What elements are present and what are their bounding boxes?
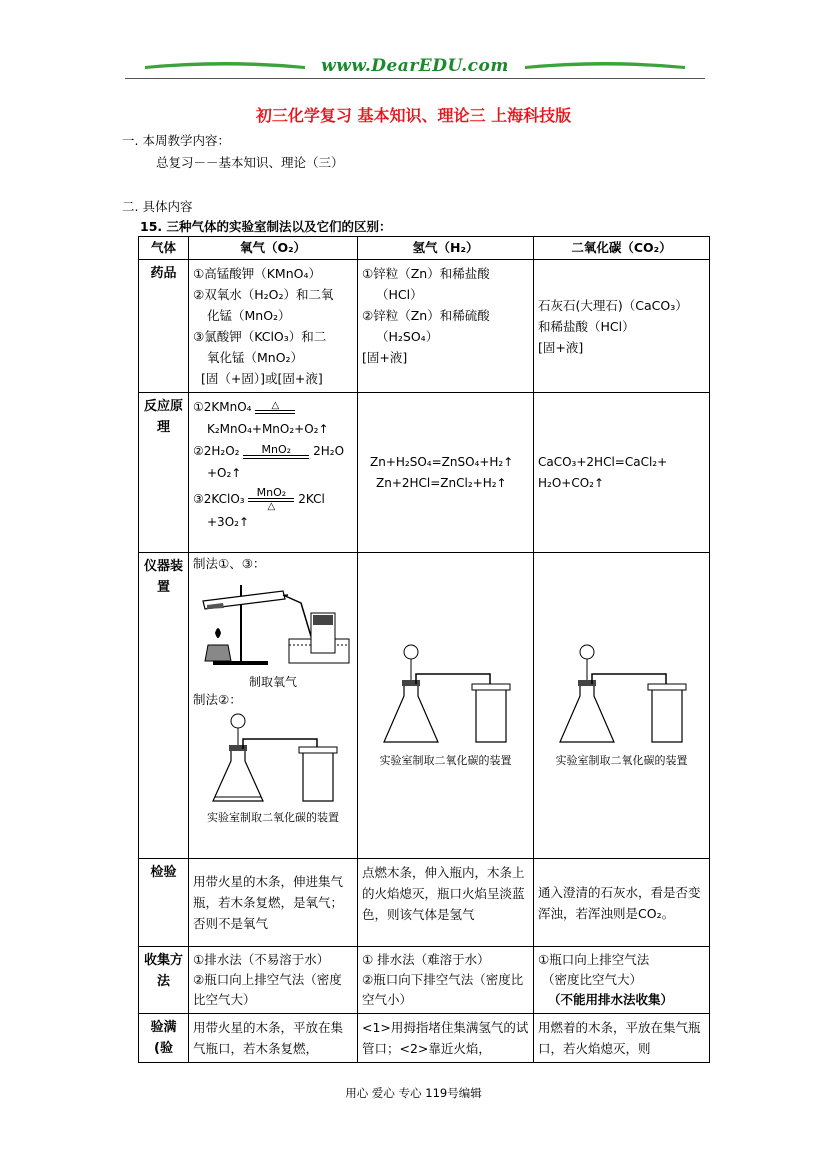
reaction-o2-eq1 — [193, 396, 353, 418]
apparatus-o2 — [189, 553, 358, 859]
full-co2: 用燃着的木条，平放在集气瓶口，若火焰熄灭，则 — [534, 1014, 710, 1063]
test-o2: 用带火星的木条，伸进集气瓶，若木条复燃，是氧气；否则不是氧气 — [189, 859, 358, 947]
delta-icon: △ — [271, 400, 280, 411]
heating-apparatus-icon — [193, 573, 353, 673]
drugs-h2-line: （H₂SO₄） — [376, 329, 439, 344]
collect-co2-line: ①瓶口向上排空气法 — [538, 952, 650, 967]
header-divider — [125, 78, 705, 79]
caption-co2: 实验室制取二氧化碳的装置 — [555, 754, 688, 767]
eq-text: ②2H₂O₂ — [193, 444, 240, 458]
reaction-h2-line: Zn+H₂SO₄=ZnSO₄+H₂↑ — [370, 454, 514, 469]
reaction-co2 — [534, 393, 710, 553]
drugs-o2-line: 化锰（MnO₂） — [207, 308, 291, 323]
equals-condition — [243, 442, 309, 459]
collect-o2 — [189, 947, 358, 1014]
drugs-co2-line: 和稀盐酸（HCl） — [538, 318, 635, 334]
page-title: 初三化学复习 基本知识、理论三 上海科技版 — [255, 106, 572, 125]
test-h2: 点燃木条，伸入瓶内，木条上的火焰熄灭，瓶口火焰呈淡蓝色，则该气体是氢气 — [358, 859, 534, 947]
full-h2: <1>用拇指堵住集满氢气的试管口；<2>靠近火焰， — [358, 1014, 534, 1063]
reaction-o2-eq2 — [193, 440, 353, 462]
table-row-full-check — [139, 1014, 710, 1063]
collect-co2 — [534, 947, 710, 1014]
eq-text: 2H₂O — [313, 444, 345, 458]
caption-o2-1: 制取氧气 — [248, 675, 297, 689]
eq-text: +3O₂↑ — [207, 515, 249, 529]
equals-condition — [248, 488, 294, 511]
table-row-collect — [139, 947, 710, 1014]
flask-apparatus-icon — [542, 640, 702, 750]
eq-text: +O₂↑ — [207, 466, 242, 480]
row-label-collect: 收集方法 — [139, 947, 189, 1014]
drugs-o2-line: ③氯酸钾（KClO₃）和二 — [193, 329, 327, 344]
eq-text: ③2KClO₃ — [193, 492, 245, 506]
collect-co2-line: （密度比空气大） — [542, 972, 643, 987]
flask-apparatus-icon — [366, 640, 526, 750]
drugs-h2-line: ②锌粒（Zn）和稀硫酸 — [362, 308, 490, 323]
row-label-reaction: 反应原理 — [139, 393, 189, 553]
table-row-test — [139, 859, 710, 947]
drugs-o2-line: 氧化锰（MnO₂） — [207, 350, 304, 365]
catalyst-label: MnO₂ — [261, 442, 292, 456]
section2-heading: 二. 具体内容 — [122, 199, 193, 214]
caption-o2-2: 实验室制取二氧化碳的装置 — [207, 811, 339, 824]
collect-h2-line: ① 排水法（难溶于水） — [362, 952, 490, 967]
row-label-drugs: 药品 — [139, 260, 189, 393]
reaction-o2-eq3 — [193, 488, 353, 511]
collect-o2-line: ①排水法（不易溶于水） — [193, 952, 330, 967]
table-header-row — [139, 237, 710, 260]
gas-comparison-table — [138, 236, 710, 1063]
header-h2: 氢气（H₂） — [358, 237, 534, 260]
table-row-reaction — [139, 393, 710, 553]
section2-item: 15. 三种气体的实验室制法以及它们的区别： — [140, 219, 392, 234]
drugs-h2-line: [固+液] — [362, 350, 408, 365]
collect-h2 — [358, 947, 534, 1014]
drugs-h2 — [358, 260, 534, 393]
apparatus-co2 — [534, 553, 710, 859]
collect-h2-line: ②瓶口向下排空气法（密度比空气小） — [362, 972, 524, 1007]
apparatus-h2 — [358, 553, 534, 859]
header-gas: 气体 — [139, 237, 189, 260]
table-row-apparatus — [139, 553, 710, 859]
equals-condition — [255, 401, 295, 414]
reaction-o2 — [189, 393, 358, 553]
catalyst-label: MnO₂ — [256, 486, 287, 499]
caption-h2: 实验室制取二氧化碳的装置 — [379, 754, 512, 767]
drugs-o2-line: [固（+固）]或[固+液] — [201, 371, 323, 386]
drugs-o2 — [189, 260, 358, 393]
eq-text: ①2KMnO₄ — [193, 400, 252, 414]
row-label-test: 检验 — [139, 859, 189, 947]
header-co2: 二氧化碳（CO₂） — [534, 237, 710, 260]
method2-label: 制法②： — [193, 692, 242, 707]
collect-co2-note: （不能用排水法收集） — [548, 992, 674, 1007]
eq-text: K₂MnO₄+MnO₂+O₂↑ — [207, 422, 329, 436]
drugs-o2-line: ①高锰酸钾（KMnO₄） — [193, 266, 321, 281]
drugs-o2-line: ②双氧水（H₂O₂）和二氧 — [193, 287, 334, 302]
drugs-co2-line: 石灰石(大理石)（CaCO₃） — [538, 297, 688, 313]
drugs-h2-line: ①锌粒（Zn）和稀盐酸 — [362, 266, 490, 281]
drugs-h2-line: （HCl） — [376, 287, 423, 302]
page-footer: 用心 爱心 专心 119号编辑 — [345, 1086, 482, 1100]
eq-text: 2KCl — [298, 492, 325, 506]
table-row-drugs — [139, 260, 710, 393]
reaction-h2-line: Zn+2HCl=ZnCl₂+H₂↑ — [376, 475, 507, 490]
delta-icon: △ — [267, 501, 276, 512]
drugs-co2 — [534, 260, 710, 393]
reaction-co2-line: H₂O+CO₂↑ — [538, 475, 605, 490]
site-url[interactable]: www.DearEDU.com — [321, 56, 509, 76]
method1-label: 制法①、③： — [193, 556, 266, 571]
section1-content: 总复习－－基本知识、理论（三） — [156, 155, 344, 170]
full-o2: 用带火星的木条，平放在集气瓶口，若木条复燃， — [189, 1014, 358, 1063]
section1-heading: 一. 本周教学内容： — [122, 133, 230, 148]
header-o2: 氧气（O₂） — [189, 237, 358, 260]
flask-apparatus-icon — [193, 709, 353, 809]
collect-o2-line: ②瓶口向上排空气法（密度比空气大） — [193, 972, 342, 1007]
test-co2: 通入澄清的石灰水，看是否变浑浊，若浑浊则是CO₂。 — [534, 859, 710, 947]
row-label-full-check: 验满(验 — [139, 1014, 189, 1063]
reaction-co2-line: CaCO₃+2HCl=CaCl₂+ — [538, 454, 668, 469]
reaction-h2 — [358, 393, 534, 553]
drugs-co2-line: [固+液] — [538, 339, 584, 355]
row-label-apparatus: 仪器装置 — [139, 553, 189, 859]
